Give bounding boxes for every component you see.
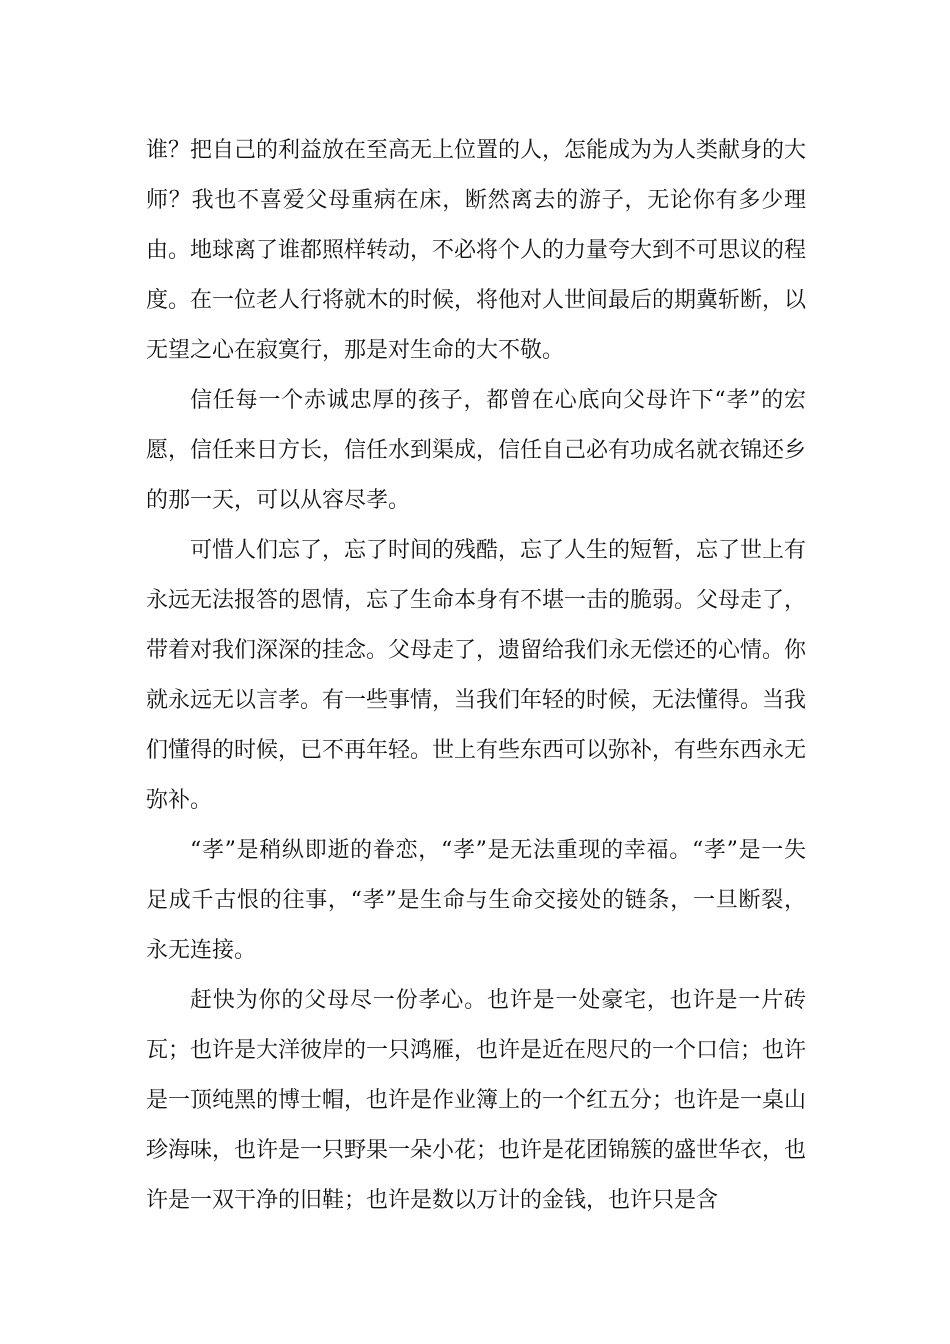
paragraph-4: “孝”是稍纵即逝的眷恋，“孝”是无法重现的幸福。“孝”是一失足成千古恨的往事，“孝”是生命与生命交接处的链条，一旦断裂，永无连接。 <box>146 838 806 963</box>
body-text <box>146 126 806 1226</box>
paragraph-1: 谁？把自己的利益放在至高无上位置的人，怎能成为为人类献身的大师？我也不喜爱父母重病在床，断然离去的游子，无论你有多少理由。地球离了谁都照样转动，不必将个人的力量夸大到不可思议的程度。在一位老人行将就木的时候，将他对人世间最后的期冀斩断，以无望之心在寂寞行，那是对生命的大不敬。 <box>146 138 807 363</box>
paragraph-5: 赶快为你的父母尽一份孝心。也许是一处豪宅，也许是一片砖瓦；也许是大洋彼岸的一只鸿雁，也许是近在咫尺的一个口信；也许是一顶纯黑的博士帽，也许是作业簿上的一个红五分；也许是一桌山珍海味，也许是一只野果一朵小花；也许是花团锦簇的盛世华衣，也许是一双干净的旧鞋；也许是数以万计的金钱，也许只是含 <box>146 988 807 1213</box>
paragraph-3: 可惜人们忘了，忘了时间的残酷，忘了人生的短暂，忘了世上有永远无法报答的恩情，忘了生命本身有不堪一击的脆弱。父母走了，带着对我们深深的挂念。父母走了，遗留给我们永无偿还的心情。你就永远无以言孝。有一些事情，当我们年轻的时候，无法懂得。当我们懂得的时候，已不再年轻。世上有些东西可以弥补，有些东西永无弥补。 <box>146 538 807 813</box>
paragraph-2: 信任每一个赤诚忠厚的孩子，都曾在心底向父母许下“孝”的宏愿，信任来日方长，信任水到渠成，信任自己必有功成名就衣锦还乡的那一天，可以从容尽孝。 <box>146 388 807 513</box>
